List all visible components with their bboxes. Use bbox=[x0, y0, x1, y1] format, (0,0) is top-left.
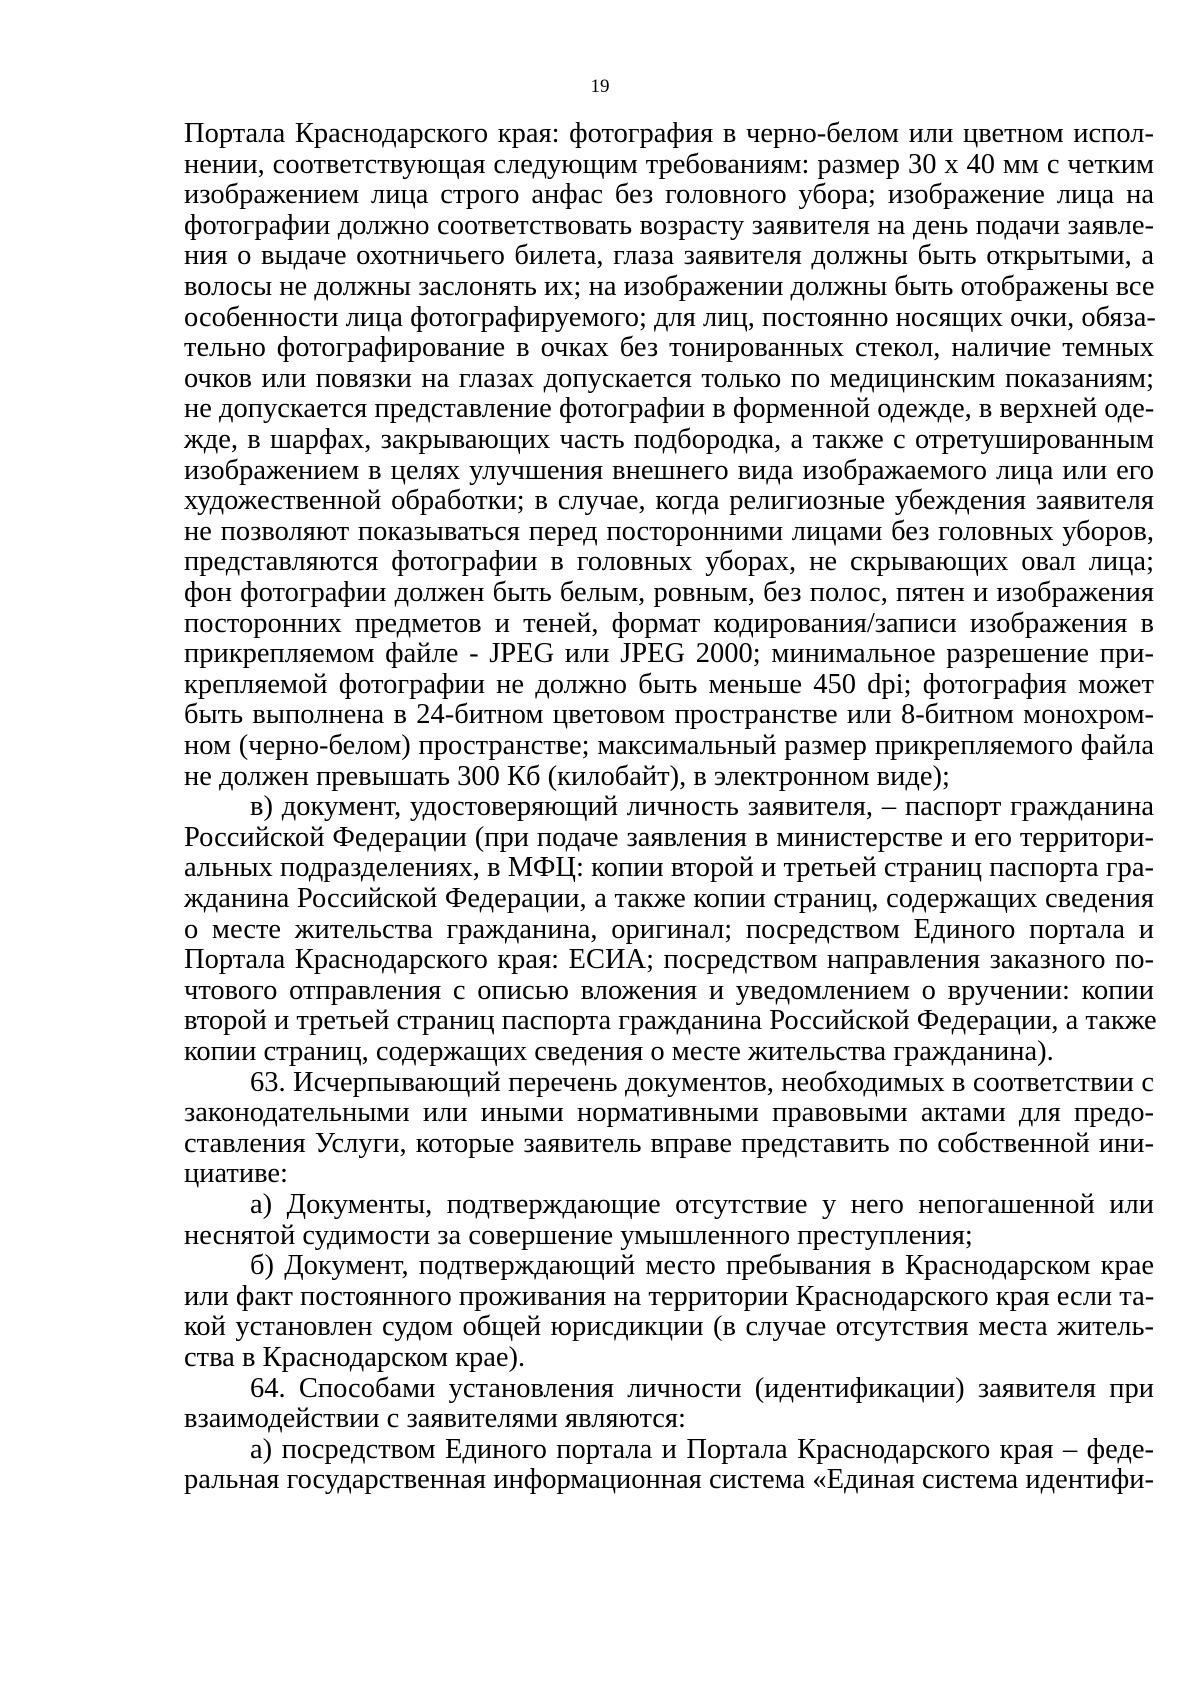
text-line: копии страниц, содержащих сведения о месте жительства гражданина). bbox=[184, 1036, 1054, 1067]
text-line: ставления Услуги, которые заявитель вправе представить по собственной ини- bbox=[184, 1127, 1154, 1159]
text-line: быть выполнена в 24-битном цветовом пространстве или 8-битном монохром- bbox=[184, 699, 1154, 731]
text-line: не должен превышать 300 Кб (килобайт), в электронном виде); bbox=[184, 760, 950, 792]
text-line: б) Документ, подтверждающий место пребывания в Краснодарском крае bbox=[250, 1250, 1154, 1282]
text-line: прикрепляемом файле - JPEG или JPEG 2000; минимальное разрешение при- bbox=[184, 638, 1154, 670]
text-line: посторонних предметов и теней, формат кодирования/записи изображения в bbox=[184, 607, 1154, 639]
text-line: циативе: bbox=[184, 1158, 288, 1190]
text-line: изображением в целях улучшения внешнего вида изображаемого лица или его bbox=[184, 454, 1154, 486]
text-line: в) документ, удостоверяющий личность заявителя, – паспорт гражданина bbox=[250, 791, 1154, 823]
text-line: 64. Способами установления личности (идентификации) заявителя при bbox=[250, 1372, 1154, 1404]
text-line: законодательными или иными нормативными правовыми актами для предо- bbox=[184, 1097, 1154, 1129]
text-line: второй и третьей страниц паспорта гражданина Российской Федерации, а также bbox=[184, 1005, 1157, 1037]
text-line: нении, соответствующая следующим требованиям: размер 30 х 40 мм с четким bbox=[184, 148, 1154, 180]
text-line: ния о выдаче охотничьего билета, глаза заявителя должны быть открытыми, а bbox=[184, 240, 1154, 272]
text-line: изображением лица строго анфас без головного убора; изображение лица на bbox=[184, 179, 1154, 211]
text-line: о месте жительства гражданина, оригинал; посредством Единого портала и bbox=[184, 913, 1154, 945]
text-line: Портала Краснодарского края: ЕСИА; посредством направления заказного по- bbox=[184, 944, 1154, 976]
text-line: ном (черно-белом) пространстве; максимальный размер прикрепляемого файла bbox=[184, 730, 1154, 761]
text-line: тельно фотографирование в очках без тонированных стекол, наличие темных bbox=[184, 332, 1154, 364]
text-line: жданина Российской Федерации, а также копии страниц, содержащих сведения bbox=[184, 883, 1154, 914]
text-line: ства в Краснодарском крае). bbox=[184, 1342, 526, 1373]
text-line: фотографии должно соответствовать возрасту заявителя на день подачи заявле- bbox=[184, 209, 1154, 241]
text-line: Российской Федерации (при подаче заявления в министерстве и его территори- bbox=[184, 821, 1154, 853]
text-line: а) Документы, подтверждающие отсутствие у него непогашенной или bbox=[250, 1189, 1154, 1220]
text-line: жде, в шарфах, закрывающих часть подбородка, а также с отретушированным bbox=[184, 424, 1154, 455]
text-line: не допускается представление фотографии в форменной одежде, в верхней оде- bbox=[184, 393, 1155, 425]
text-line: представляются фотографии в головных уборах, не скрывающих овал лица; bbox=[184, 546, 1154, 578]
text-line: 63. Исчерпывающий перечень документов, необходимых в соответствии с bbox=[250, 1066, 1154, 1098]
text-line: чтового отправления с описью вложения и уведомлением о вручении: копии bbox=[184, 974, 1154, 1006]
text-line: очков или повязки на глазах допускается только по медицинским показаниям; bbox=[184, 362, 1154, 394]
text-line: художественной обработки; в случае, когда религиозные убеждения заявителя bbox=[184, 485, 1154, 517]
text-line: взаимодействии с заявителями являются: bbox=[184, 1403, 686, 1435]
text-line: а) посредством Единого портала и Портала Краснодарского края – феде- bbox=[250, 1433, 1154, 1465]
text-line: альных подразделениях, в МФЦ: копии второй и третьей страниц паспорта гра- bbox=[184, 852, 1154, 884]
text-line: ральная государственная информационная система «Единая система идентифи- bbox=[184, 1464, 1154, 1496]
text-line: кой установлен судом общей юрисдикции (в случае отсутствия места житель- bbox=[184, 1311, 1154, 1343]
page-number: 19 bbox=[590, 76, 610, 97]
text-line: фон фотографии должен быть белым, ровным, без полос, пятен и изображения bbox=[184, 577, 1154, 608]
text-line: крепляемой фотографии не должно быть меньше 450 dpi; фотография может bbox=[184, 668, 1154, 700]
text-line: или факт постоянного проживания на территории Краснодарского края если та- bbox=[184, 1280, 1155, 1312]
text-line: не позволяют показываться перед посторонними лицами без головных уборов, bbox=[184, 515, 1154, 547]
text-line: Портала Краснодарского края: фотография в черно-белом или цветном испол- bbox=[184, 118, 1154, 149]
text-line: волосы не должны заслонять их; на изображении должны быть отображены все bbox=[184, 271, 1155, 302]
text-line: неснятой судимости за совершение умышленного преступления; bbox=[184, 1219, 973, 1251]
text-line: особенности лица фотографируемого; для лиц, постоянно носящих очки, обяза- bbox=[184, 301, 1156, 333]
